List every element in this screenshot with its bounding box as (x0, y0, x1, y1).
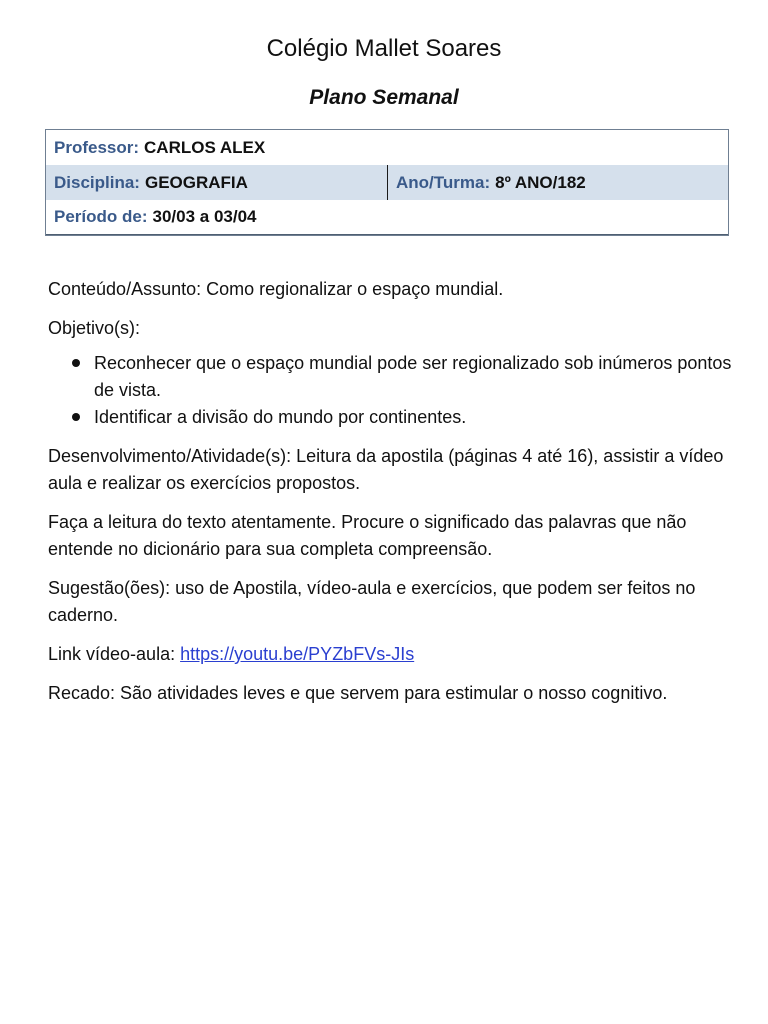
plan-title: Plano Semanal (309, 86, 459, 109)
professor-label: Professor: (54, 137, 140, 157)
periodo-cell (46, 200, 257, 234)
desenvolvimento-text: Desenvolvimento/Atividade(s): Leitura da apostila (páginas 4 até 16), assistir a vídeo aula e realizar os exercícios propostos. (48, 446, 724, 493)
link-paragraph (48, 641, 738, 668)
bullet-icon (72, 413, 80, 421)
objetivos-list (48, 350, 738, 431)
periodo-value: 30/03 a 03/04 (152, 207, 257, 226)
video-link[interactable]: https://youtu.be/PYZbFVs-JIs (180, 644, 415, 664)
professor-cell (46, 130, 265, 165)
conteudo-text: Conteúdo/Assunto: Como regionalizar o espaço mundial. (48, 279, 504, 299)
turma-label: Ano/Turma: (396, 172, 491, 192)
disciplina-row (46, 165, 728, 200)
periodo-label: Período de: (54, 207, 148, 226)
list-item (48, 404, 738, 431)
disciplina-cell (46, 165, 388, 200)
sugestoes-text: Sugestão(ões): uso de Apostila, vídeo-aula e exercícios, que podem ser feitos no caderno. (48, 578, 696, 625)
info-table (45, 129, 729, 236)
recado-text: Recado: São atividades leves e que servem para estimular o nosso cognitivo. (48, 683, 668, 703)
disciplina-value: GEOGRAFIA (144, 172, 248, 192)
objetivo-text: Reconhecer que o espaço mundial pode ser regionalizado sob inúmeros pontos de vista. (94, 353, 732, 400)
professor-row (46, 130, 728, 165)
objetivo-text: Identificar a divisão do mundo por continentes. (94, 407, 467, 427)
professor-value: CARLOS ALEX (144, 137, 266, 157)
bullet-icon (72, 359, 80, 367)
disciplina-label: Disciplina: (54, 172, 140, 192)
link-label: Link vídeo-aula: (48, 644, 181, 664)
plan-content (48, 276, 738, 719)
list-item (48, 350, 738, 404)
objetivos-label: Objetivo(s): (48, 318, 141, 338)
school-name: Colégio Mallet Soares (266, 35, 502, 62)
periodo-row (46, 200, 728, 235)
turma-value: 8º ANO/182 (495, 172, 586, 192)
turma-cell (388, 165, 728, 200)
leitura-text: Faça a leitura do texto atentamente. Procure o significado das palavras que não entende no dicionário para sua completa compreensão. (48, 512, 687, 559)
